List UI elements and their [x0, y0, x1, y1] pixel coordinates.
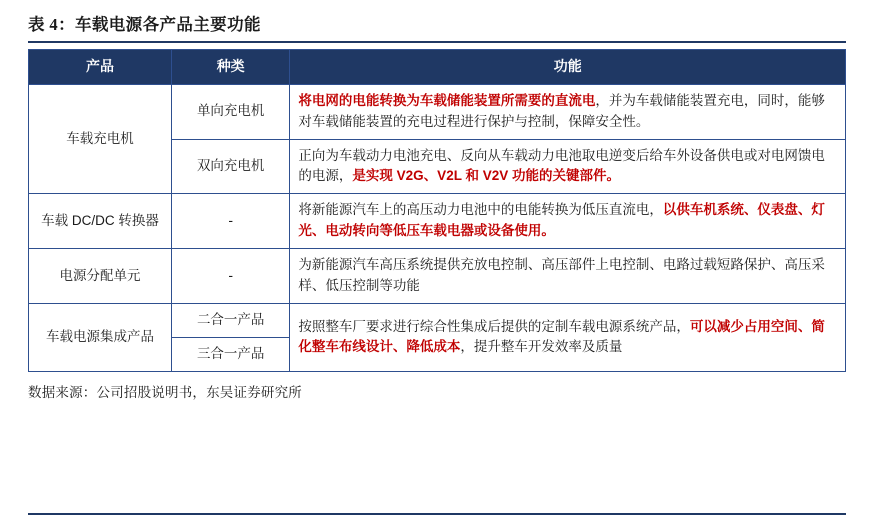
cell-function: [290, 249, 846, 304]
source-note: 数据来源：公司招股说明书，东吴证券研究所: [28, 384, 302, 400]
table-row: [29, 194, 846, 249]
table-header: [29, 50, 846, 85]
function-text-highlight: 以供车机系统、仪表盘、灯光、电动转向等低压车载电器或设备使用。: [298, 202, 825, 239]
function-text-highlight: 是实现 V2G、V2L 和 V2V 功能的关键部件。: [352, 168, 620, 184]
column-header-kind: 种类: [171, 50, 289, 85]
table-row: [29, 84, 846, 139]
cell-kind: -: [171, 249, 289, 304]
function-text: ，并为车载储能装置充电，同时，能够对车载储能装置的充电过程进行保护与控制，保障安全性。: [298, 92, 825, 129]
function-text: 按照整车厂要求进行综合性集成后提供的定制车载电源系统产品，: [298, 318, 690, 334]
cell-product: 电源分配单元: [29, 249, 172, 304]
table-body: [29, 84, 846, 371]
cell-function: [290, 194, 846, 249]
cell-function: [290, 304, 846, 372]
cell-kind: 单向充电机: [171, 84, 289, 139]
function-text: 正向为车载动力电池充电、反向从车载动力电池取电逆变后给车外设备供电或对电网馈电的电源，: [298, 147, 825, 184]
cell-kind: 三合一产品: [171, 337, 289, 371]
cell-product: 车载 DC/DC 转换器: [29, 194, 172, 249]
function-text: ，提升整车开发效率及质量: [460, 339, 623, 355]
cell-function: [290, 84, 846, 139]
cell-function: [290, 139, 846, 194]
cell-product: 车载充电机: [29, 84, 172, 194]
function-text: 将新能源汽车上的高压动力电池中的电能转换为低压直流电，: [298, 202, 663, 218]
function-text-highlight: 可以减少占用空间、简化整车布线设计、降低成本: [298, 318, 825, 355]
function-text-highlight: 将电网的电能转换为车载储能装置所需要的直流电: [298, 92, 596, 108]
title-divider: [28, 41, 846, 43]
table-row: [29, 249, 846, 304]
function-text: 为新能源汽车高压系统提供充放电控制、高压部件上电控制、电路过载短路保护、高压采样、低压控制等功能: [298, 257, 825, 294]
cell-kind: -: [171, 194, 289, 249]
table-header-row: [29, 50, 846, 85]
table-row: [29, 304, 846, 338]
cell-kind: 二合一产品: [171, 304, 289, 338]
column-header-function: 功能: [290, 50, 846, 85]
bottom-divider: [28, 513, 846, 515]
cell-kind: 双向充电机: [171, 139, 289, 194]
page-title: 表 4：车载电源各产品主要功能: [28, 15, 261, 34]
column-header-product: 产品: [29, 50, 172, 85]
table-title-row: [28, 0, 846, 41]
product-function-table: [28, 49, 846, 372]
cell-product: 车载电源集成产品: [29, 304, 172, 372]
